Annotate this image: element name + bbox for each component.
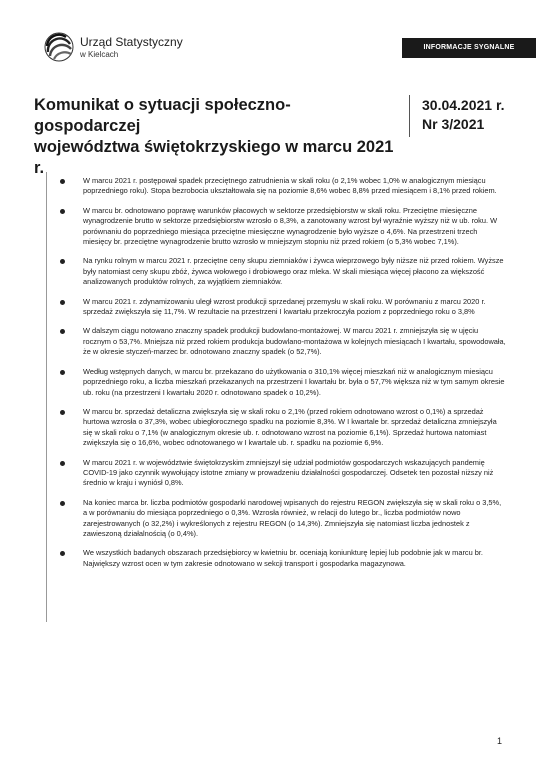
document-meta — [422, 96, 505, 134]
bullet-dot-icon — [60, 410, 65, 415]
summary-bullet — [58, 297, 506, 318]
bullet-dot-icon — [60, 300, 65, 305]
summary-bullet — [58, 498, 506, 540]
bullet-text: W marcu 2021 r. zdynamizowaniu uległ wzrost produkcji sprzedanej przemysłu w skali roku. W porównaniu z marcu 2020 r. sprzedaż zwiększyła się 11,7%. W rezultacie na przestrzeni I kwartału przekroczyła poziom z poprzedniego roku o 3,8% — [83, 296, 486, 317]
document-title — [34, 95, 394, 179]
header-divider — [409, 95, 410, 137]
summary-bullet — [58, 176, 506, 197]
bullet-dot-icon — [60, 501, 65, 506]
bullet-text: Według wstępnych danych, w marcu br. przekazano do użytkowania o 310,1% więcej mieszkań niż w analogicznym miesiącu poprzedniego roku, a liczba mieszkań przekazanych na przestrzeni I kwartału br. była o 57,7% większa niż w tym samym okresie ub. roku (na przestrzeni I kwartału 2020 r. odnotowano spadek o 10,2%). — [83, 366, 505, 397]
document-title-line1: Komunikat o sytuacji społeczno-gospodarczej — [34, 96, 291, 135]
summary-bullet — [58, 326, 506, 357]
logo-subtitle: w Kielcach — [80, 50, 119, 59]
document-number: Nr 3/2021 — [422, 116, 485, 132]
summary-bullet-list — [58, 176, 506, 578]
page-number: 1 — [497, 736, 503, 746]
bullet-text: W marcu 2021 r. postępował spadek przeciętnego zatrudnienia w skali roku (o 2,1% wobec 1,0% w analogicznym miesiącu poprzedniego roku). Stopa bezrobocia ukształtowała się na poziomie 8,6% wobec 8,8% przed miesiącem i 8,1% przed rokiem. — [83, 176, 497, 196]
bullet-text: W marcu 2021 r. w województwie świętokrzyskim zmniejszył się udział podmiotów gospodarczych wskazujących pandemię COVID-19 jako czynnik wywołujący istotne zmiany w prowadzeniu działalności gospodarczej. Odsetek ten pozostał niższy niż średnio w kraju i wyniósł 0,8%. — [83, 457, 494, 488]
summary-bullet — [58, 407, 506, 449]
logo-title: Urząd Statystyczny — [80, 35, 183, 49]
document-date: 30.04.2021 r. — [422, 97, 505, 113]
summary-bullet — [58, 206, 506, 248]
bullet-text: Na koniec marca br. liczba podmiotów gospodarki narodowej wpisanych do rejestru REGON zwiększyła się w skali roku o 3,5%, a w porównaniu do miesiąca poprzedniego o 0,3%. Wzrosła również, w relacji do lutego br., liczba podmiotów nowo zarejestrowanych (o 32,2%) i wykreślonych z rejestru REGON (o 14,3%). Zmniejszyła się natomiast liczba jednostek z zawieszoną działalnością (o 0,4%). — [83, 497, 502, 538]
bullet-dot-icon — [60, 461, 65, 466]
bullet-dot-icon — [60, 370, 65, 375]
bullet-text: Na rynku rolnym w marcu 2021 r. przeciętne ceny skupu ziemniaków i żywca wieprzowego były niższe niż przed rokiem. Wyższe były natomiast ceny skupu zbóż, żywca wołowego i drobiowego oraz mleka. W skali miesiąca więcej płacono za większość analizowanych produktów rolnych, za wyjątkiem ziemniaków. — [83, 256, 504, 287]
bullet-dot-icon — [60, 259, 65, 264]
summary-bullet — [58, 458, 506, 489]
bullet-text: We wszystkich badanych obszarach przedsiębiorcy w kwietniu br. oceniają koniunkturę lepiej lub podobnie jak w marcu br. Największy wzrost ocen w tym zakresie odnotowano w sekcji transport i gospodarka magazynowa. — [83, 548, 483, 568]
summary-bullet — [58, 367, 506, 398]
bullet-dot-icon — [60, 179, 65, 184]
bullet-dot-icon — [60, 329, 65, 334]
bullet-dot-icon — [60, 551, 65, 556]
bullet-text: W marcu br. sprzedaż detaliczna zwiększyła się w skali roku o 2,1% (przed rokiem odnotowano wzrost o 0,1%) a sprzedaż hurtowa wzrosła o 37,3%, wobec ubiegłorocznego spadku na poziomie 8,3%. W I kwartale br. sprzedaż detaliczna zmniejszyła się w skali roku o 7,1% (w analogicznym okresie ub. r. odnotowano wzrost na poziomie 6,1%). Sprzedaż hurtowa natomiast zwiększyła się o 16,6%, wobec odnotowanego w I kwartale ub. r. spadku na poziomie 6,9%. — [83, 406, 497, 448]
summary-bullet — [58, 256, 506, 287]
document-title-line2: województwa świętokrzyskiego w marcu 2021 r. — [34, 138, 394, 177]
category-badge: INFORMACJE SYGNALNE — [402, 38, 536, 58]
stats-office-logo — [44, 32, 183, 68]
bullet-text: W dalszym ciągu notowano znaczny spadek produkcji budowlano-montażowej. W marcu 2021 r. zmniejszyła się w ujęciu rocznym o 53,7%. Mniejsza niż przed rokiem produkcja budowlano-montażowa w kolejnych miesiącach I kwartału, spowodowała, że w okresie styczeń-marzec br. odnotowano znaczny spadek (o 52,7%). — [83, 326, 506, 357]
bullet-text: W marcu br. odnotowano poprawę warunków płacowych w sektorze przedsiębiorstw w skali roku. Przeciętne miesięczne wynagrodzenie brutto w sektorze przedsiębiorstw wzrosło o 8,3%, a zanotowany wzrost był wyraźnie wyższy niż w ub. roku. W porównaniu do poprzedniego miesiąca przeciętne miesięczne wynagrodzenie było wyższe o 4,6%. Na przestrzeni trzech miesięcy br. przeciętne wynagrodzenie brutto wzrosło w mniejszym stopniu niż przed rokiem (o 5,3% wobec 7,1%). — [83, 205, 498, 247]
summary-bullet — [58, 548, 506, 569]
stats-office-logo-icon — [44, 32, 74, 62]
bullet-dot-icon — [60, 209, 65, 214]
content-left-rule — [46, 172, 47, 622]
